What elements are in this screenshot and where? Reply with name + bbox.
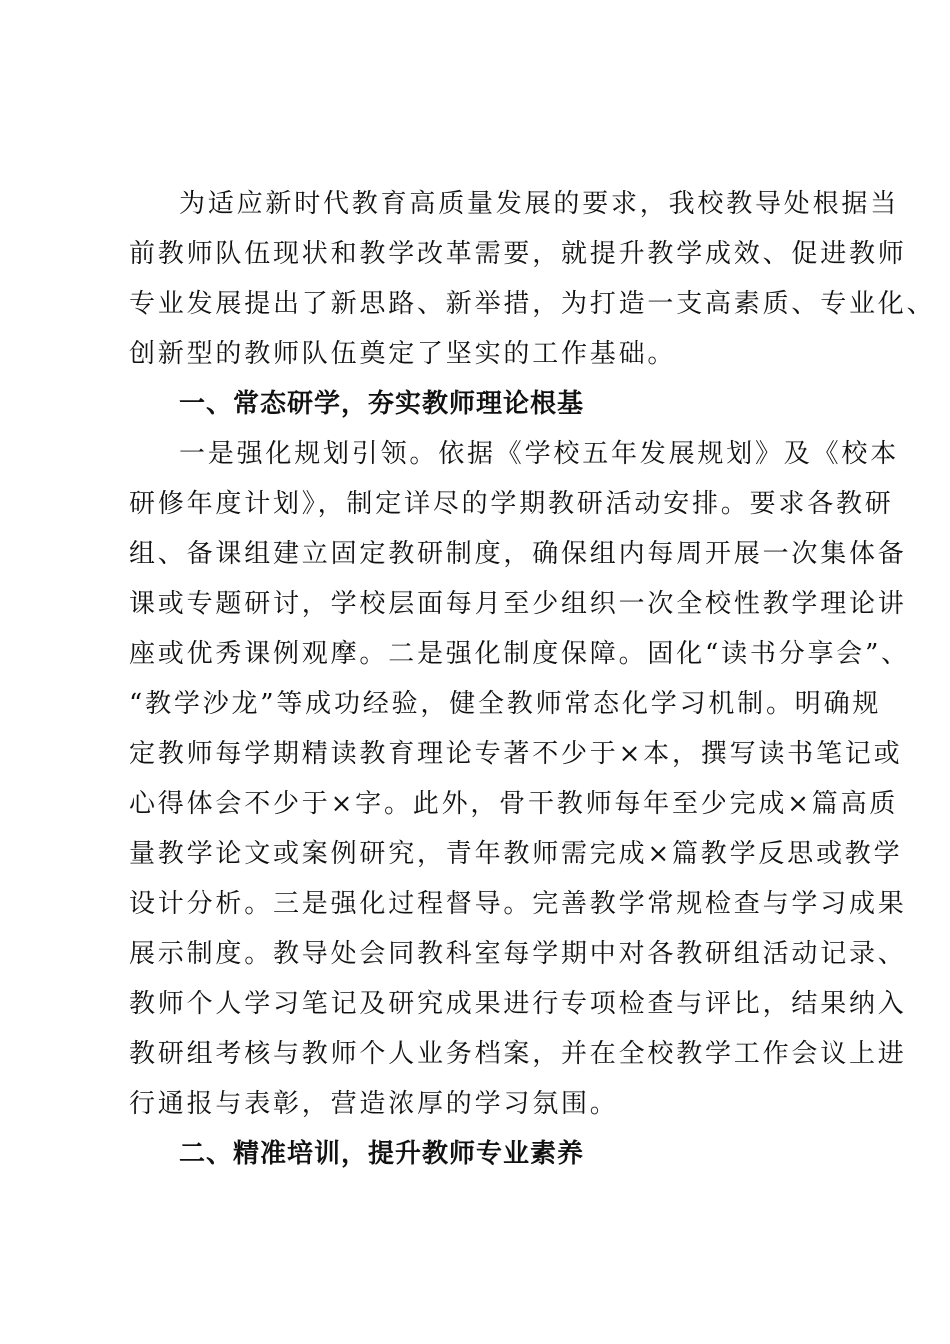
intro-line: 为适应新时代教育高质量发展的要求，我校教导处根据当	[179, 189, 900, 219]
paragraph-line: 研修年度计划》，制定详尽的学期教研活动安排。要求各教研	[129, 489, 894, 519]
paragraph-line: 组、备课组建立固定教研制度，确保组内每周开展一次集体备	[129, 539, 907, 569]
paragraph-line: 课或专题研讨，学校层面每月至少组织一次全校性教学理论讲	[129, 589, 907, 619]
paragraph-line: 设计分析。三是强化过程督导。完善教学常规检查与学习成果	[129, 889, 907, 919]
intro-line: 专业发展提出了新思路、新举措，为打造一支高素质、专业化、	[129, 289, 936, 319]
paragraph-line: 心得体会不少于×字。此外，骨干教师每年至少完成×篇高质	[129, 789, 899, 819]
paragraph-line: 一是强化规划引领。依据《学校五年发展规划》及《校本	[179, 439, 900, 469]
paragraph-line: 行通报与表彰，营造浓厚的学习氛围。	[129, 1089, 619, 1119]
intro-line: 创新型的教师队伍奠定了坚实的工作基础。	[129, 339, 677, 369]
paragraph-line: 展示制度。教导处会同教科室每学期中对各教研组活动记录、	[129, 939, 907, 969]
paragraph-line: 教师个人学习笔记及研究成果进行专项检查与评比，结果纳入	[129, 989, 907, 1019]
paragraph-line: 量教学论文或案例研究，青年教师需完成×篇教学反思或教学	[129, 839, 903, 869]
intro-line: 前教师队伍现状和教学改革需要，就提升教学成效、促进教师	[129, 239, 907, 269]
section-heading: 二、精准培训，提升教师专业素养	[179, 1139, 585, 1169]
section-heading: 一、常态研学，夯实教师理论根基	[179, 389, 585, 419]
paragraph-line: 教研组考核与教师个人业务档案，并在全校教学工作会议上进	[129, 1039, 907, 1069]
paragraph-line: 座或优秀课例观摩。二是强化制度保障。固化“读书分享会”、	[129, 639, 910, 669]
paragraph-line: “教学沙龙”等成功经验，健全教师常态化学习机制。明确规	[129, 689, 882, 719]
paragraph-line: 定教师每学期精读教育理论专著不少于×本，撰写读书笔记或	[129, 739, 903, 769]
